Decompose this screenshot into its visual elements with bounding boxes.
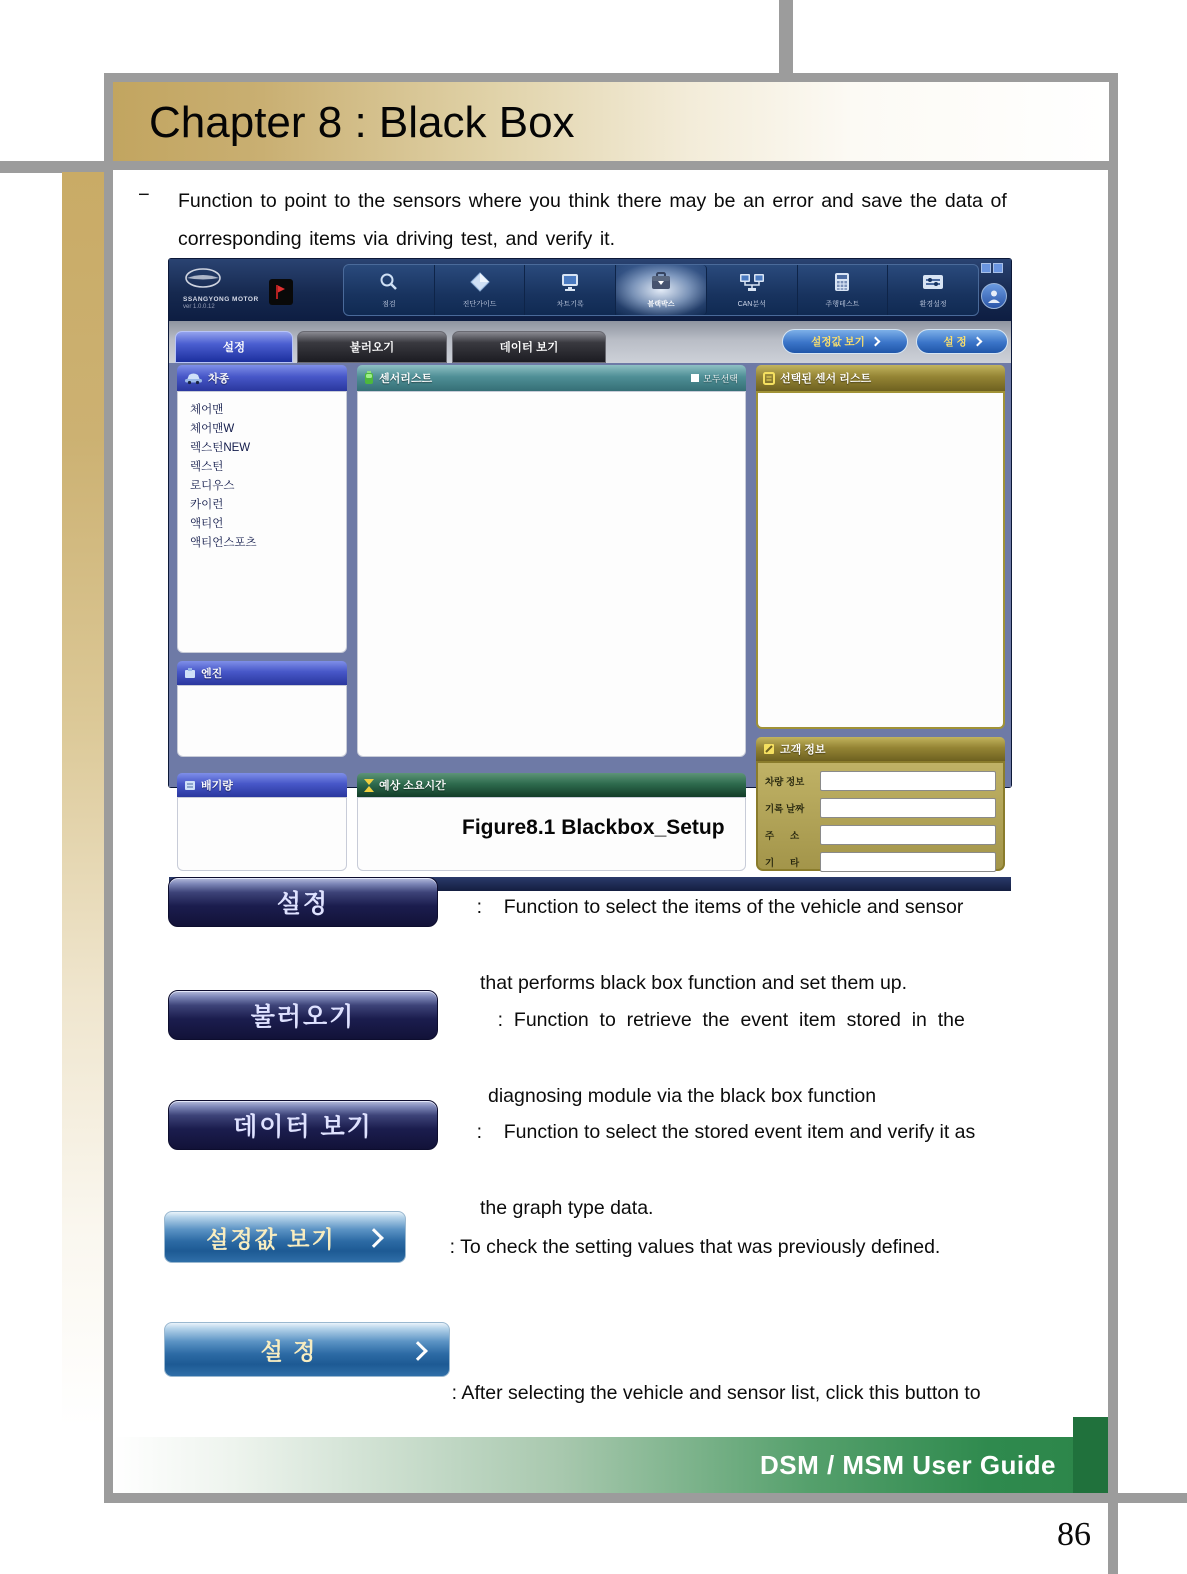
brand-version: ver 1.0.0.12 bbox=[183, 304, 215, 310]
briefcase-icon bbox=[650, 272, 672, 297]
displacement-box[interactable] bbox=[177, 797, 347, 871]
selected-sensors-panel-header bbox=[756, 365, 1005, 391]
page-number: 86 bbox=[1057, 1516, 1091, 1553]
description-line: that performs black box function and set them up. bbox=[480, 972, 908, 994]
panel-title: 예상 소요시간 bbox=[379, 780, 446, 792]
sensor-list-panel-header bbox=[357, 365, 746, 391]
tab-load[interactable] bbox=[297, 331, 447, 363]
select-all-label: 모두선택 bbox=[703, 373, 738, 384]
chevron-right-icon bbox=[870, 337, 880, 347]
panel-title: 배기량 bbox=[201, 780, 233, 792]
tab-data-view[interactable] bbox=[452, 331, 606, 363]
vehicle-list-item[interactable]: 렉스턴 bbox=[190, 461, 224, 473]
page-title: Chapter 8 : Black Box bbox=[149, 98, 575, 147]
window-minimize-button[interactable] bbox=[981, 263, 991, 273]
intro-paragraph: Function to point to the sensors where you think there may be an error and save the data of corresponding items via driving test, and verify it. bbox=[178, 190, 1007, 250]
frame-left-border bbox=[104, 160, 113, 1498]
toolbar-item-can-analysis[interactable] bbox=[707, 265, 798, 315]
vehicle-list-item[interactable]: 액티언스포츠 bbox=[190, 537, 257, 549]
panel-title: 차종 bbox=[208, 373, 230, 385]
frame-right-border bbox=[1108, 73, 1118, 1574]
toolbar-item-blackbox[interactable] bbox=[616, 265, 707, 315]
view-settings-button[interactable] bbox=[782, 329, 908, 354]
view-settings-button-description bbox=[428, 1190, 940, 1304]
figure-caption: Figure8.1 Blackbox_Setup bbox=[462, 816, 725, 839]
panel-title: 엔진 bbox=[201, 668, 223, 680]
vehicle-list-item[interactable]: 체어맨 bbox=[190, 404, 224, 416]
chevron-right-icon bbox=[408, 1341, 428, 1361]
doc-setup-confirm-button[interactable] bbox=[164, 1322, 450, 1377]
vehicle-list-item[interactable]: 로디우스 bbox=[190, 480, 235, 492]
brand-name: SSANGYONG MOTOR bbox=[183, 296, 259, 303]
engine-box[interactable] bbox=[177, 685, 347, 757]
diamond-icon bbox=[470, 272, 490, 297]
red-flag-icon bbox=[274, 284, 288, 300]
vehicle-list bbox=[178, 392, 346, 562]
vehicle-list-item[interactable]: 체어맨W bbox=[190, 423, 235, 435]
description-line: : Function to retrieve the event item stored in the bbox=[497, 1009, 965, 1031]
customer-info-row bbox=[765, 771, 996, 791]
toolbar-item-inspection[interactable] bbox=[344, 265, 435, 315]
description-line: the graph type data. bbox=[480, 1197, 654, 1219]
vehicle-panel-header bbox=[177, 365, 347, 391]
footer-bar bbox=[113, 1437, 1108, 1493]
button-label: 설 정 bbox=[943, 336, 967, 348]
toolbar-item-diagnosis-guide[interactable] bbox=[435, 265, 526, 315]
displacement-panel-header bbox=[177, 773, 347, 797]
chevron-right-icon bbox=[972, 337, 982, 347]
monitor-icon bbox=[560, 272, 580, 297]
description-line: : Function to select the stored event item and verify it as bbox=[476, 1121, 976, 1143]
bullet-dash: − bbox=[138, 184, 150, 206]
vehicle-info-field[interactable] bbox=[820, 771, 996, 791]
hourglass-icon bbox=[364, 779, 374, 792]
field-label: 주 소 bbox=[765, 831, 800, 842]
tab-bar bbox=[169, 321, 1011, 363]
doc-setup-button[interactable] bbox=[168, 877, 438, 927]
doc-view-settings-button[interactable] bbox=[164, 1211, 406, 1263]
description-line: diagnosing module via the black box function bbox=[488, 1085, 877, 1107]
toolbar-item-label: 블랙박스 bbox=[647, 300, 675, 308]
field-label: 기록 날짜 bbox=[765, 804, 805, 815]
app-toolbar bbox=[343, 264, 979, 316]
chapter-header bbox=[104, 73, 1118, 170]
footer-guide-title: DSM / MSM User Guide bbox=[759, 1450, 1056, 1480]
settings-icon bbox=[922, 272, 944, 297]
doc-load-button[interactable] bbox=[168, 990, 438, 1040]
estimated-time-panel-header bbox=[357, 773, 746, 797]
button-label: 설정값 보기 bbox=[811, 336, 865, 348]
toolbar-item-label: 진단가이드 bbox=[462, 300, 497, 308]
battery-icon bbox=[364, 371, 374, 385]
description-line: : After selecting the vehicle and sensor list, click this button to bbox=[451, 1382, 981, 1404]
car-icon bbox=[184, 372, 203, 384]
toolbar-item-driving-test[interactable] bbox=[798, 265, 889, 315]
button-label: 설정 bbox=[276, 890, 330, 918]
button-label: 불러오기 bbox=[250, 1003, 356, 1031]
description-line: : To check the setting values that was previously defined. bbox=[449, 1236, 941, 1258]
toolbar-item-label: 주행테스트 bbox=[825, 300, 860, 308]
tab-setup[interactable] bbox=[175, 331, 293, 363]
toolbar-item-label: 환경설정 bbox=[919, 300, 947, 308]
description-line: : Function to select the items of the vehicle and sensor bbox=[476, 896, 964, 918]
checkbox-icon bbox=[691, 374, 699, 382]
left-accent-bar bbox=[62, 172, 104, 1493]
vehicle-list-box bbox=[177, 391, 347, 653]
engine-icon bbox=[184, 667, 196, 679]
field-label: 차량 정보 bbox=[765, 777, 805, 788]
button-label: 데이터 보기 bbox=[233, 1113, 373, 1141]
tab-label: 데이터 보기 bbox=[499, 342, 559, 354]
field-label: 기 타 bbox=[765, 858, 800, 869]
toolbar-item-label: 차트기록 bbox=[556, 300, 584, 308]
setup-button[interactable] bbox=[916, 329, 1008, 354]
toolbar-item-settings[interactable] bbox=[888, 265, 978, 315]
displacement-icon bbox=[184, 779, 196, 791]
tab-label: 불러오기 bbox=[349, 342, 395, 354]
vehicle-list-item[interactable]: 액티언 bbox=[190, 518, 224, 530]
panel-title: 선택된 센서 리스트 bbox=[780, 373, 872, 385]
customer-info-panel-header bbox=[756, 737, 1005, 761]
button-label: 설 정 bbox=[260, 1338, 318, 1364]
panel-title: 센서리스트 bbox=[379, 373, 433, 385]
button-label: 설정값 보기 bbox=[206, 1225, 336, 1252]
selected-sensors-box[interactable] bbox=[756, 391, 1005, 729]
top-accent-line bbox=[779, 0, 793, 77]
vehicle-list-item[interactable]: 렉스턴NEW bbox=[190, 442, 251, 454]
sensor-list-box[interactable] bbox=[357, 391, 746, 757]
logo-wings-icon bbox=[183, 267, 223, 289]
toolbar-item-label: CAN분석 bbox=[737, 300, 766, 308]
footer-accent-block bbox=[1073, 1417, 1108, 1493]
record-date-field[interactable] bbox=[820, 798, 996, 818]
status-icon bbox=[269, 279, 293, 305]
tab-label: 설정 bbox=[222, 342, 246, 354]
toolbar-item-label: 점검 bbox=[382, 300, 396, 308]
address-field[interactable] bbox=[820, 825, 996, 845]
app-header-bar bbox=[169, 259, 1011, 321]
toolbar-item-chart-record[interactable] bbox=[525, 265, 616, 315]
window-close-button[interactable] bbox=[993, 263, 1003, 273]
vehicle-list-item[interactable]: 카이런 bbox=[190, 499, 224, 511]
list-icon bbox=[763, 372, 775, 385]
engine-panel-header bbox=[177, 661, 347, 685]
user-icon[interactable] bbox=[981, 283, 1007, 309]
customer-info-row bbox=[765, 798, 996, 818]
select-all-checkbox[interactable] bbox=[691, 372, 738, 385]
pencil-icon bbox=[763, 743, 775, 755]
customer-info-row bbox=[765, 825, 996, 845]
dual-monitor-icon bbox=[739, 272, 765, 297]
calculator-icon bbox=[834, 272, 850, 297]
search-icon bbox=[379, 272, 399, 297]
doc-data-view-button[interactable] bbox=[168, 1100, 438, 1150]
panel-title: 고객 정보 bbox=[780, 744, 826, 756]
chevron-right-icon bbox=[364, 1228, 384, 1248]
